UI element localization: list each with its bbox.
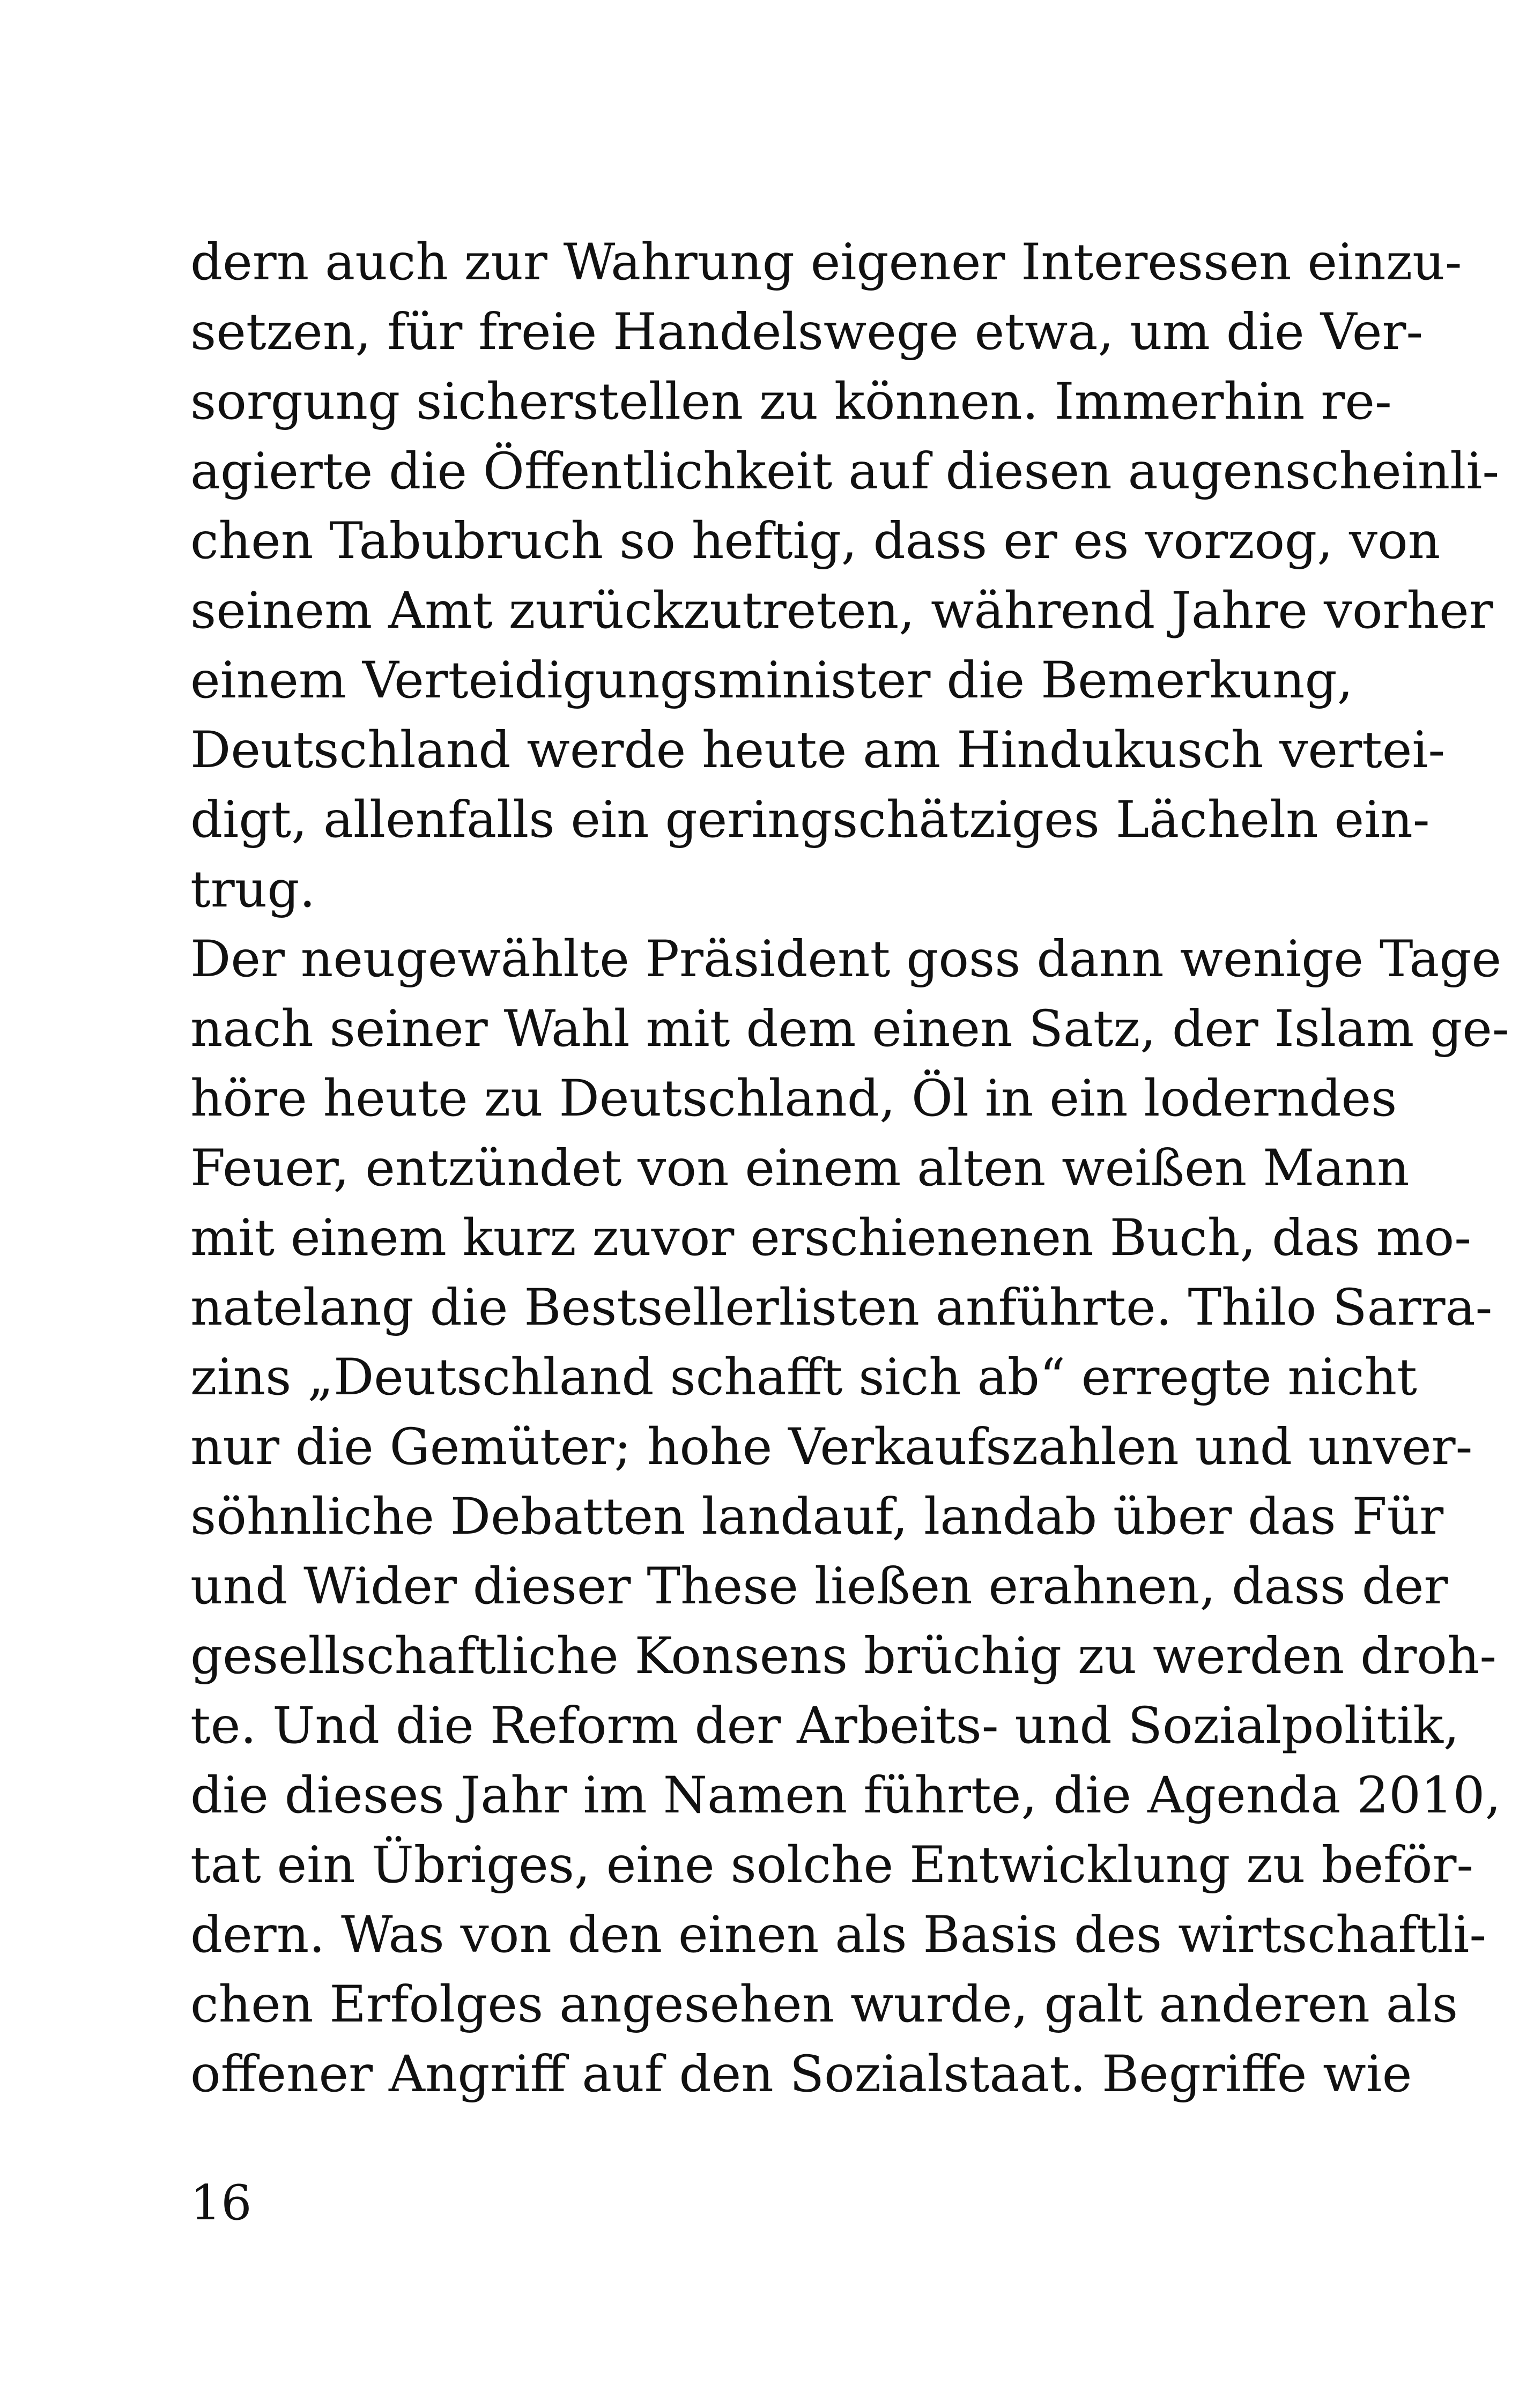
text-line: Der neugewählte Präsident goss dann wenige Tage [190, 930, 1502, 989]
text-line: gesellschaftliche Konsens brüchig zu werden droh- [190, 1627, 1497, 1685]
text-line: dern auch zur Wahrung eigener Interessen einzu- [190, 233, 1462, 292]
text-line: dern. Was von den einen als Basis des wirtschaftli- [190, 1906, 1487, 1964]
text-line: die dieses Jahr im Namen führte, die Agenda 2010, [190, 1766, 1501, 1825]
text-line: offener Angriff auf den Sozialstaat. Begriffe wie [190, 2045, 1412, 2104]
text-line: zins „Deutschland schafft sich ab“ erregte nicht [190, 1348, 1417, 1407]
body-text [190, 228, 1509, 2109]
text-line: chen Tabubruch so heftig, dass er es vorzog, von [190, 512, 1441, 570]
text-line: agierte die Öffentlichkeit auf diesen augenscheinli- [190, 442, 1500, 501]
text-line: söhnliche Debatten landauf, landab über das Für [190, 1488, 1444, 1546]
text-line: und Wider dieser These ließen erahnen, dass der [190, 1557, 1448, 1616]
text-line: sorgung sicherstellen zu können. Immerhin re- [190, 373, 1392, 431]
text-line: nach seiner Wahl mit dem einen Satz, der Islam ge- [190, 1000, 1509, 1058]
text-line: tat ein Übriges, eine solche Entwicklung zu beför- [190, 1836, 1474, 1894]
page-number: 16 [190, 2175, 252, 2231]
text-line: te. Und die Reform der Arbeits- und Sozialpolitik, [190, 1697, 1459, 1755]
text-line: seinem Amt zurückzutreten, während Jahre vorher [190, 582, 1493, 640]
text-line: setzen, für freie Handelswege etwa, um die Ver- [190, 303, 1424, 361]
text-line: einem Verteidigungsminister die Bemerkung, [190, 651, 1353, 710]
text-line: Deutschland werde heute am Hindukusch vertei- [190, 721, 1446, 779]
text-line: chen Erfolges angesehen wurde, galt anderen als [190, 1975, 1458, 2034]
text-line: natelang die Bestsellerlisten anführte. Thilo Sarra- [190, 1279, 1493, 1337]
text-line: digt, allenfalls ein geringschätziges Lächeln ein- [190, 791, 1430, 849]
text-line: nur die Gemüter; hohe Verkaufszahlen und unver- [190, 1418, 1473, 1476]
text-line: mit einem kurz zuvor erschienenen Buch, das mo- [190, 1209, 1471, 1267]
text-line: trug. [190, 860, 316, 919]
text-line: Feuer, entzündet von einem alten weißen Mann [190, 1139, 1410, 1198]
text-line: höre heute zu Deutschland, Öl in ein loderndes [190, 1069, 1397, 1128]
